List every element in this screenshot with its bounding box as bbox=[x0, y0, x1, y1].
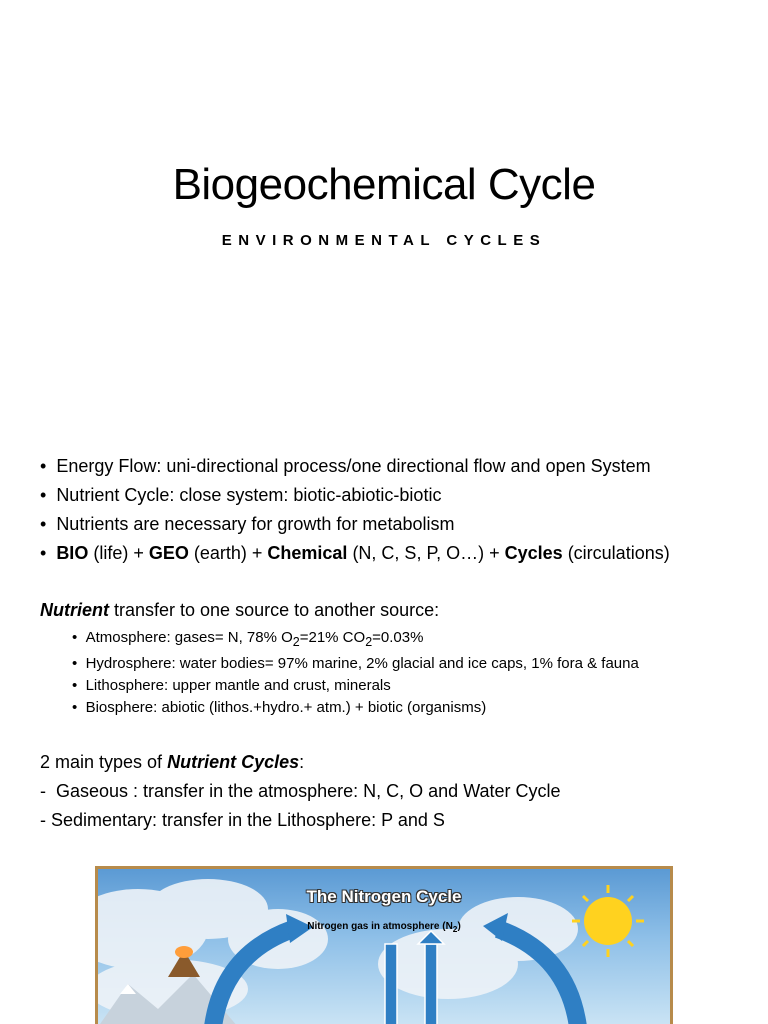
atmosphere-text-c: =0.03% bbox=[372, 629, 424, 646]
nutrient-cycles-term: Nutrient Cycles bbox=[167, 752, 300, 772]
geo-rest: (earth) + bbox=[188, 543, 268, 563]
sphere-atmosphere bbox=[72, 627, 752, 653]
types-colon: : bbox=[299, 752, 305, 772]
bullet-nutrient-cycle: • Nutrient Cycle: close system: biotic-abiotic-biotic bbox=[40, 481, 750, 510]
nutrient-term: Nutrient bbox=[40, 600, 109, 620]
sphere-hydrosphere: • Hydrosphere: water bodies= 97% marine, 2% glacial and ice caps, 1% fora & fauna bbox=[72, 653, 752, 675]
chemical-term: Chemical bbox=[267, 543, 348, 563]
slide-subtitle: ENVIRONMENTAL CYCLES bbox=[221, 232, 547, 249]
chemical-rest: (N, C, S, P, O…) + bbox=[347, 543, 505, 563]
type-sedimentary: - Sedimentary: transfer in the Lithosphere: P and S bbox=[40, 810, 445, 830]
bullet-energy-flow: • Energy Flow: uni-directional process/one directional flow and open System bbox=[40, 452, 750, 481]
nitrogen-cycle-figure bbox=[95, 866, 673, 1024]
bullet-nutrients-necessary: • Nutrients are necessary for growth for metabolism bbox=[40, 510, 750, 539]
figure-label-nitrogen-gas bbox=[98, 921, 670, 934]
label-subscript: 2 bbox=[452, 924, 458, 934]
types-lead: 2 main types of bbox=[40, 752, 168, 772]
bio-term: BIO bbox=[56, 543, 89, 563]
subscript-2: 2 bbox=[292, 635, 300, 649]
atmosphere-text-b: =21% CO bbox=[299, 629, 366, 646]
sphere-biosphere: • Biosphere: abiotic (lithos.+hydro.+ atm.) + biotic (organisms) bbox=[72, 697, 752, 719]
spheres-list bbox=[72, 627, 752, 719]
nutrient-transfer-rest: transfer to one source to another source: bbox=[109, 600, 440, 620]
nutrient-transfer-heading bbox=[40, 600, 750, 621]
bio-rest: (life) + bbox=[88, 543, 149, 563]
subscript-2: 2 bbox=[365, 635, 373, 649]
atmosphere-text-a: Atmosphere: gases= N, 78% O bbox=[85, 629, 293, 646]
cycles-term: Cycles bbox=[504, 543, 563, 563]
main-bullet-list bbox=[40, 452, 750, 568]
geo-term: GEO bbox=[148, 543, 189, 563]
type-gaseous: - Gaseous : transfer in the atmosphere: N, C, O and Water Cycle bbox=[40, 781, 561, 801]
cycles-rest: (circulations) bbox=[562, 543, 670, 563]
nutrient-cycle-types bbox=[40, 748, 750, 835]
types-heading bbox=[40, 748, 750, 777]
slide-title: Biogeochemical Cycle bbox=[172, 160, 596, 209]
sphere-lithosphere: • Lithosphere: upper mantle and crust, minerals bbox=[72, 675, 752, 697]
label-text-b: ) bbox=[457, 921, 461, 932]
label-text-a: Nitrogen gas in atmosphere (N bbox=[307, 921, 453, 932]
bullet-bio-geo-chemical bbox=[40, 539, 750, 568]
figure-title: The Nitrogen Cycle bbox=[306, 887, 462, 906]
